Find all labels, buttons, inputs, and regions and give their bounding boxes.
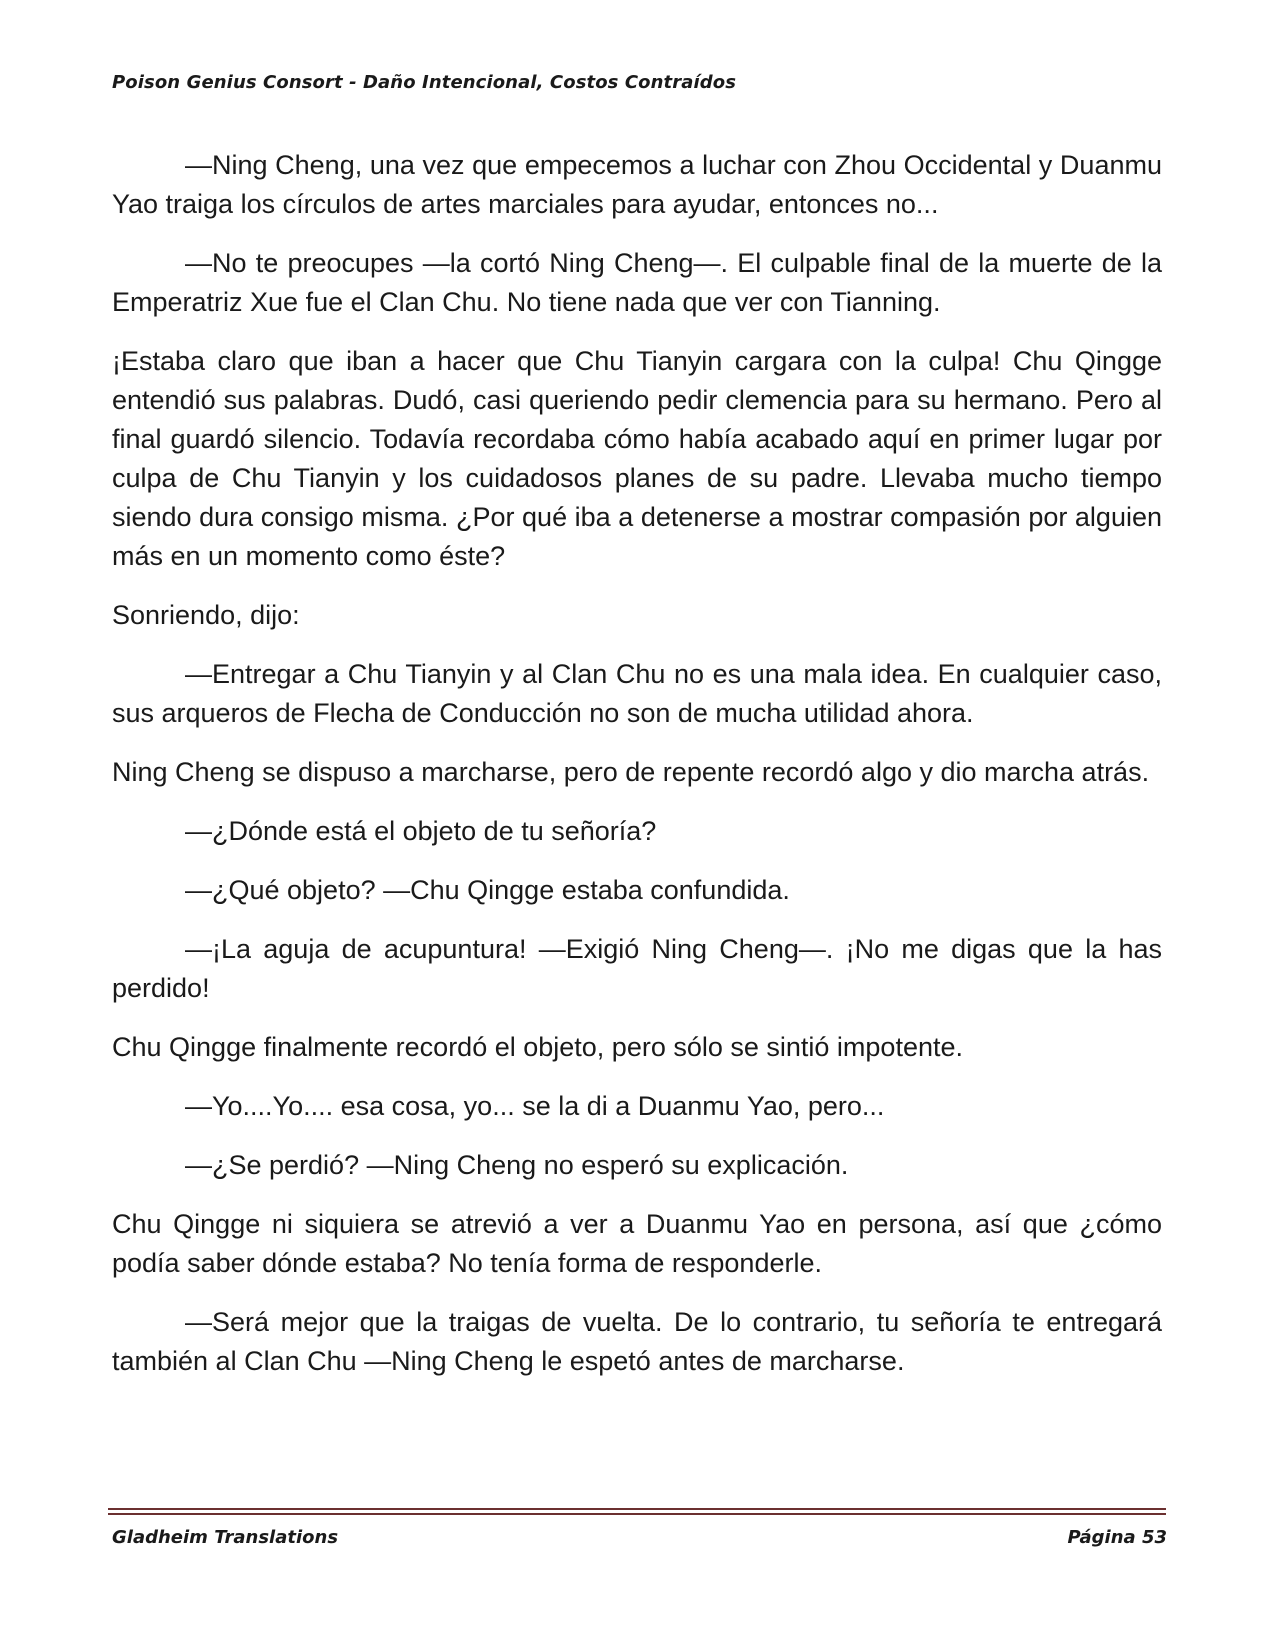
paragraph: —Ning Cheng, una vez que empecemos a luchar con Zhou Occidental y Duanmu Yao traiga los círculos de artes marciales para ayudar, entonces no... — [112, 150, 1162, 219]
paragraph: —Yo....Yo.... esa cosa, yo... se la di a Duanmu Yao, pero... — [185, 1091, 885, 1121]
footer-page-number: Página 53 — [1067, 1527, 1167, 1548]
footer-divider — [108, 1508, 1166, 1515]
paragraph: —¿Dónde está el objeto de tu señoría? — [185, 816, 657, 846]
paragraph: —¿Se perdió? —Ning Cheng no esperó su explicación. — [185, 1150, 849, 1180]
document-body — [112, 146, 1162, 1401]
paragraph: Sonriendo, dijo: — [112, 600, 300, 630]
paragraph: —¿Qué objeto? —Chu Qingge estaba confundida. — [185, 875, 790, 905]
footer-publisher: Gladheim Translations — [112, 1527, 339, 1548]
paragraph: ¡Estaba claro que iban a hacer que Chu Tianyin cargara con la culpa! Chu Qingge entendió sus palabras. Dudó, casi queriendo pedir clemencia para su hermano. Pero al final guardó silencio. Todavía recordaba cómo había acabado aquí en primer lugar por culpa de Chu Tianyin y los cuidadosos planes de su padre. Llevaba mucho tiempo siendo dura consigo misma. ¿Por qué iba a detenerse a mostrar compasión por alguien más en un momento como éste? — [112, 346, 1162, 571]
paragraph: Chu Qingge finalmente recordó el objeto, pero sólo se sintió impotente. — [112, 1032, 964, 1062]
paragraph: Chu Qingge ni siquiera se atrevió a ver a Duanmu Yao en persona, así que ¿cómo podía saber dónde estaba? No tenía forma de responderle. — [112, 1209, 1162, 1278]
paragraph: —Entregar a Chu Tianyin y al Clan Chu no es una mala idea. En cualquier caso, sus arqueros de Flecha de Conducción no son de mucha utilidad ahora. — [112, 659, 1162, 728]
paragraph: —Será mejor que la traigas de vuelta. De lo contrario, tu señoría te entregará también al Clan Chu —Ning Cheng le espetó antes de marcharse. — [112, 1307, 1162, 1376]
paragraph: —No te preocupes —la cortó Ning Cheng—. El culpable final de la muerte de la Emperatriz Xue fue el Clan Chu. No tiene nada que ver con Tianning. — [112, 248, 1162, 317]
paragraph: —¡La aguja de acupuntura! —Exigió Ning Cheng—. ¡No me digas que la has perdido! — [112, 934, 1162, 1003]
paragraph: Ning Cheng se dispuso a marcharse, pero de repente recordó algo y dio marcha atrás. — [112, 757, 1150, 787]
page-header-title: Poison Genius Consort - Daño Intencional, Costos Contraídos — [112, 72, 737, 93]
